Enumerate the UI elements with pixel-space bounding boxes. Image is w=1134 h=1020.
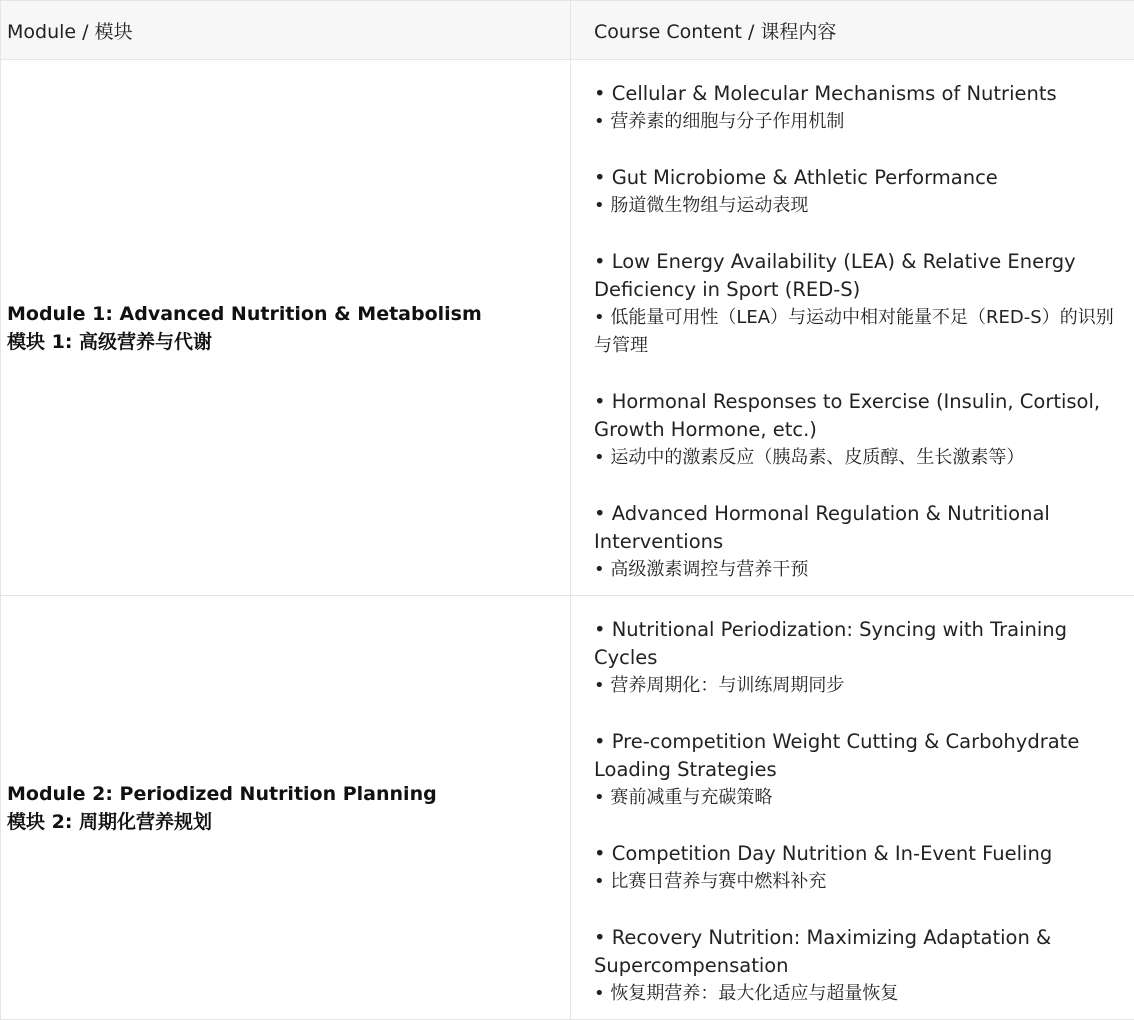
list-item <box>594 924 1126 1008</box>
module-cell <box>1 60 571 596</box>
item-zh: • 比赛日营养与赛中燃料补充 <box>594 871 827 892</box>
table-header <box>1 1 1134 60</box>
module-column-header: Module / 模块 <box>1 1 571 60</box>
list-item <box>594 840 1126 896</box>
item-en: • Nutritional Periodization: Syncing with Training Cycles <box>594 618 1068 669</box>
item-en: • Recovery Nutrition: Maximizing Adaptation & Supercompensation <box>594 926 1052 977</box>
module-title-zh: 模块 1: 高级营养与代谢 <box>7 330 213 353</box>
item-zh: • 高级激素调控与营养干预 <box>594 559 809 580</box>
module-title-en: Module 2: Periodized Nutrition Planning <box>7 782 437 805</box>
list-item <box>594 248 1126 360</box>
item-zh: • 肠道微生物组与运动表现 <box>594 195 809 216</box>
item-zh: • 低能量可用性（LEA）与运动中相对能量不足（RED-S）的识别与管理 <box>594 307 1114 356</box>
list-item <box>594 80 1126 136</box>
item-zh: • 营养周期化：与训练周期同步 <box>594 675 845 696</box>
item-en: • Competition Day Nutrition & In-Event Fueling <box>594 842 1053 865</box>
item-en: • Cellular & Molecular Mechanisms of Nutrients <box>594 82 1057 105</box>
item-en: • Hormonal Responses to Exercise (Insulin, Cortisol, Growth Hormone, etc.) <box>594 390 1101 441</box>
item-zh: • 恢复期营养：最大化适应与超量恢复 <box>594 983 899 1004</box>
table-body <box>1 60 1134 1020</box>
item-en: • Pre-competition Weight Cutting & Carbohydrate Loading Strategies <box>594 730 1080 781</box>
list-item <box>594 616 1126 700</box>
list-item <box>594 728 1126 812</box>
item-zh: • 赛前减重与充碳策略 <box>594 787 773 808</box>
content-cell <box>571 60 1134 596</box>
item-zh: • 运动中的激素反应（胰岛素、皮质醇、生长激素等） <box>594 447 1025 468</box>
module-cell <box>1 596 571 1020</box>
list-item <box>594 500 1126 584</box>
list-item <box>594 388 1126 472</box>
module-title-en: Module 1: Advanced Nutrition & Metabolism <box>7 302 482 325</box>
content-column-header: Course Content / 课程内容 <box>571 1 1134 60</box>
item-en: • Gut Microbiome & Athletic Performance <box>594 166 998 189</box>
table-row <box>1 596 1134 1020</box>
item-en: • Low Energy Availability (LEA) & Relative Energy Deficiency in Sport (RED-S) <box>594 250 1076 301</box>
item-zh: • 营养素的细胞与分子作用机制 <box>594 111 845 132</box>
item-en: • Advanced Hormonal Regulation & Nutritional Interventions <box>594 502 1050 553</box>
header-row <box>1 1 1134 60</box>
list-item <box>594 164 1126 220</box>
module-title-zh: 模块 2: 周期化营养规划 <box>7 810 213 833</box>
table-row <box>1 60 1134 596</box>
content-cell <box>571 596 1134 1020</box>
